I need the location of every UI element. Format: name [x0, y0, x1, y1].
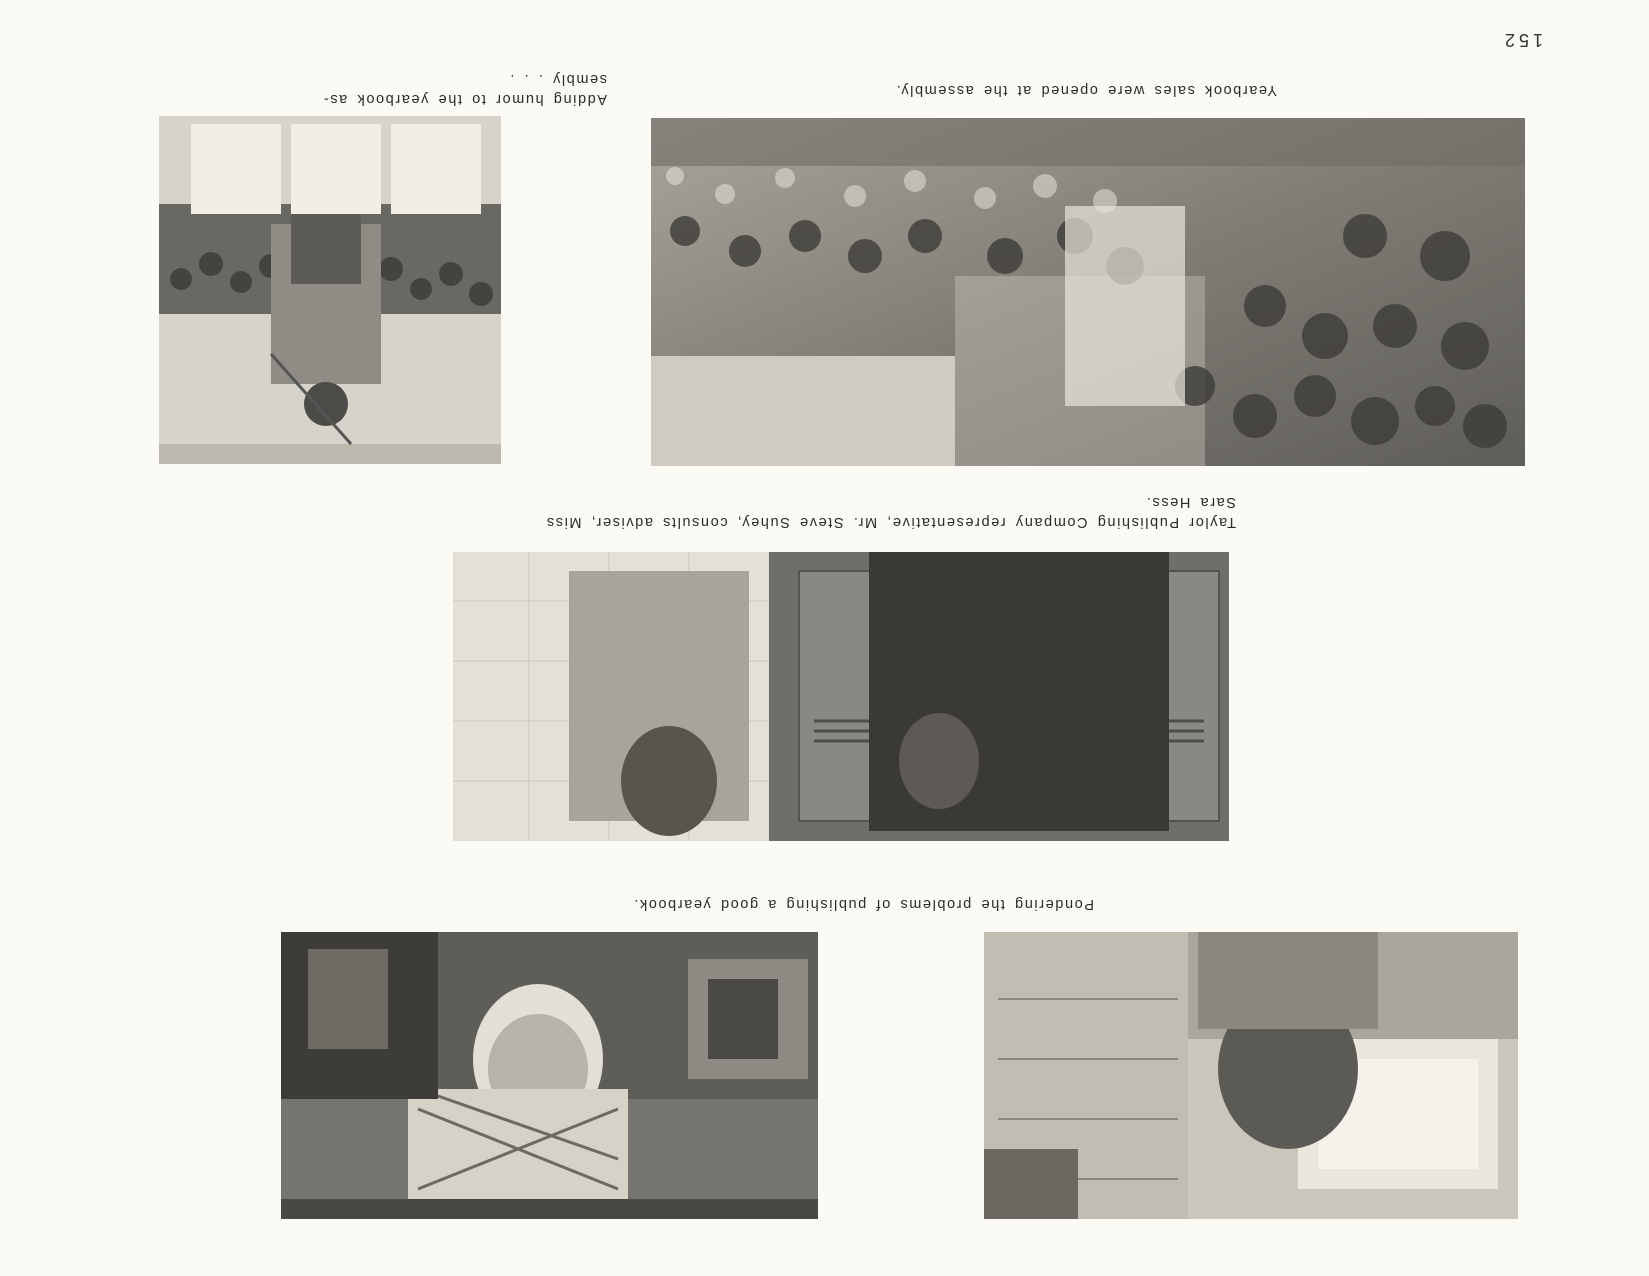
pondering-right-art — [281, 932, 818, 1219]
caption-adding-humor-line2: sembly . . . — [508, 71, 607, 87]
pondering-left-photo — [984, 932, 1518, 1219]
caption-taylor-line1: Taylor Publishing Company representative, Mr. Steve Suhey, consults adviser, Miss — [545, 514, 1236, 530]
assembly-photo-art — [651, 118, 1525, 466]
taylor-publishing-photo — [453, 552, 1229, 841]
pondering-right-photo — [281, 932, 818, 1219]
yearbook-assembly-photo — [651, 118, 1525, 466]
page-number: 152 — [1500, 30, 1543, 50]
caption-pondering: Pondering the problems of publishing a good yearbook. — [632, 896, 1094, 912]
adding-humor-photo — [159, 116, 501, 464]
caption-adding-humor-line1: Adding humor to the yearbook as- — [322, 91, 607, 107]
caption-taylor-line2: Sara Hess. — [1145, 494, 1236, 510]
caption-yearbook-sales: Yearbook sales were opened at the assembly. — [895, 82, 1277, 98]
pondering-left-art — [984, 932, 1518, 1219]
humor-photo-art — [159, 116, 501, 464]
taylor-photo-art — [453, 552, 1229, 841]
caption-taylor-publishing — [436, 492, 1236, 532]
caption-adding-humor — [257, 69, 607, 109]
